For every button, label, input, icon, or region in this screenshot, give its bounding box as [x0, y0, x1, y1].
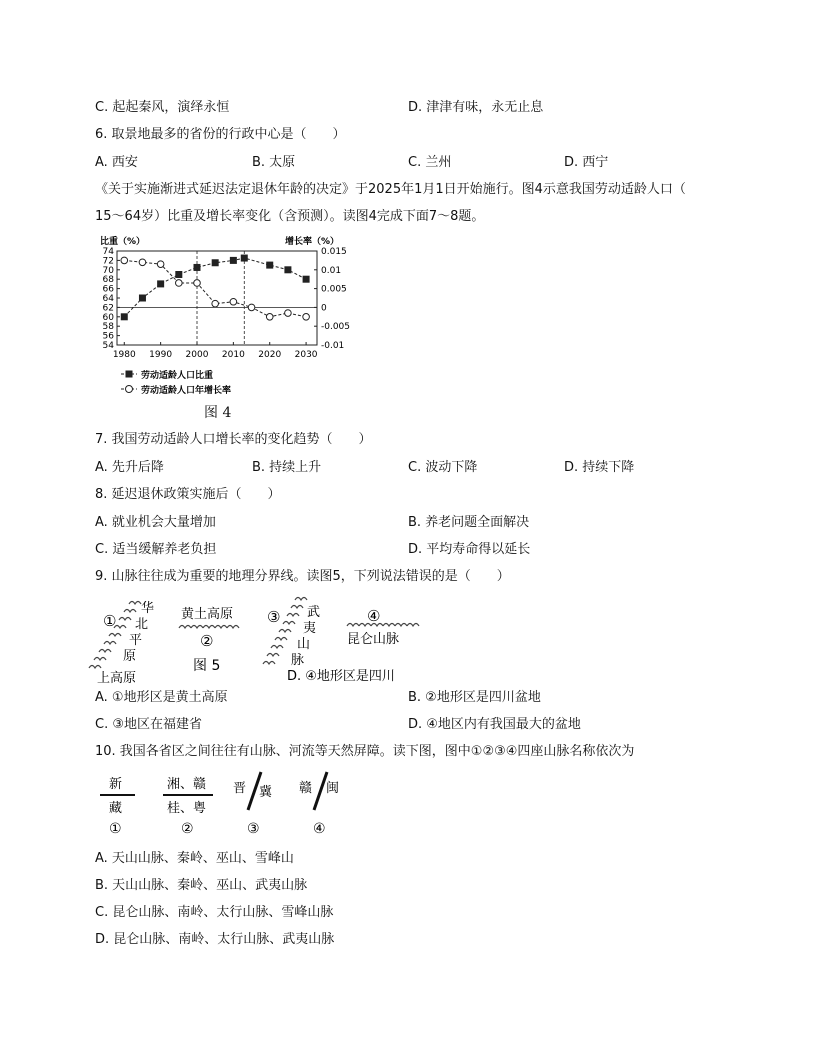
- y-right-label: 增长率（%）: [285, 237, 340, 247]
- figure-5: [95, 590, 425, 686]
- q7-option-c: C. 波动下降: [408, 460, 478, 475]
- series-1-point: [157, 280, 164, 287]
- legend-circle-marker: [126, 386, 133, 393]
- y-right-tick-label: 0.015: [321, 247, 347, 257]
- fig5-vlabel-1-2: 平: [129, 633, 143, 648]
- q7-option-a: A. 先升后降: [95, 460, 164, 475]
- fig5-caption: 图 5: [193, 658, 221, 674]
- q10-option-d: D. 昆仑山脉、南岭、太行山脉、武夷山脉: [95, 932, 335, 947]
- q10-g4-num: ④: [313, 821, 326, 837]
- mountain-hatch: [267, 654, 279, 657]
- y-left-tick-label: 64: [102, 294, 114, 304]
- q10-g1-bottom: 藏: [109, 801, 123, 816]
- fig5-vlabel-3-3: 脉: [291, 653, 305, 668]
- x-tick-label: 1990: [149, 350, 173, 360]
- q7-stem: 7. 我国劳动适龄人口增长率的变化趋势（ ）: [95, 432, 372, 447]
- y-left-label: 比重（%）: [100, 237, 146, 247]
- mountain-hatch: [271, 646, 283, 649]
- series-1-point: [266, 262, 273, 269]
- mountain-hatch: [395, 624, 407, 627]
- series-1-point: [230, 257, 237, 264]
- q8-stem: 8. 延迟退休政策实施后（ ）: [95, 487, 281, 502]
- q10-option-c: C. 昆仑山脉、南岭、太行山脉、雪峰山脉: [95, 905, 334, 920]
- q10-g1-num: ①: [109, 821, 122, 837]
- series-2-point: [139, 259, 146, 266]
- mountain-hatch: [347, 624, 359, 627]
- y-right-tick-label: 0.005: [321, 284, 347, 295]
- q6-option-c: C. 兰州: [408, 155, 452, 170]
- mountain-hatch: [191, 626, 203, 629]
- series-1-point: [139, 295, 146, 302]
- q10-option-b: B. 天山山脉、秦岭、巫山、武夷山脉: [95, 878, 308, 893]
- series-2-point: [230, 298, 237, 305]
- mountain-hatch: [263, 662, 275, 665]
- q8-option-d: D. 平均寿命得以延长: [408, 542, 531, 557]
- q6-option-d: D. 西宁: [564, 155, 609, 170]
- y-right-tick-label: 0: [321, 303, 327, 314]
- q10-g1-top: 新: [109, 777, 123, 792]
- x-tick-label: 2000: [185, 350, 209, 360]
- mountain-hatch: [287, 614, 299, 617]
- fig5-cut-text-mid: D. ④地形区是四川: [287, 669, 395, 684]
- y-left-tick-label: 66: [102, 284, 114, 295]
- mountain-hatch: [283, 622, 295, 625]
- intro-line-1: 《关于实施渐进式延迟法定退休年龄的决定》于2025年1月1日开始施行。图4示意我国劳动适龄人口（: [95, 182, 686, 197]
- fig5-label-4-text: 昆仑山脉: [347, 632, 400, 647]
- legend-series-2: 劳动适龄人口年增长率: [141, 386, 232, 396]
- legend-series-1: 劳动适龄人口比重: [141, 371, 214, 381]
- mountain-hatch: [109, 634, 121, 637]
- mountain-hatch: [89, 666, 101, 669]
- y-left-tick-label: 72: [102, 256, 114, 267]
- q10-g3-left: 晋: [233, 781, 247, 796]
- q9-stem: 9. 山脉往往成为重要的地理分界线。读图5，下列说法错误的是（ ）: [95, 569, 510, 584]
- x-tick-label: 2010: [221, 350, 245, 360]
- series-2-point: [285, 310, 292, 317]
- fig5-label-4: ④: [367, 607, 381, 625]
- series-1-point: [241, 255, 248, 262]
- y-left-tick-label: 60: [102, 312, 114, 323]
- q10-g4-right: 闽: [326, 781, 340, 796]
- q10-g2-num: ②: [181, 821, 194, 837]
- series-1-point: [303, 276, 310, 283]
- fig5-vlabel-3-2: 山: [297, 637, 311, 652]
- mountain-hatch: [275, 638, 287, 641]
- y-left-tick-label: 68: [102, 275, 114, 286]
- q6-option-b: B. 太原: [252, 155, 296, 170]
- q10-g3-num: ③: [247, 821, 260, 837]
- q6-option-a: A. 西安: [95, 155, 138, 170]
- q5-option-c: C. 起起秦风，演绎永恒: [95, 100, 230, 115]
- fig5-cut-text-left: 上高原: [97, 671, 137, 686]
- y-left-tick-label: 54: [102, 341, 114, 351]
- q9-option-d: D. ④地区内有我国最大的盆地: [408, 717, 581, 732]
- mountain-hatch: [119, 618, 131, 621]
- series-2-point: [176, 280, 183, 287]
- q8-option-a: A. 就业机会大量增加: [95, 515, 216, 530]
- fig5-vlabel-3-0: 武: [307, 605, 321, 620]
- series-2-point: [248, 304, 255, 311]
- series-2-point: [303, 314, 310, 321]
- series-1-point: [284, 266, 291, 273]
- q6-stem: 6. 取景地最多的省份的行政中心是（ ）: [95, 127, 346, 142]
- q8-option-c: C. 适当缓解养老负担: [95, 542, 217, 557]
- x-tick-label: 2030: [294, 350, 318, 360]
- x-tick-label: 2020: [258, 350, 282, 360]
- q9-option-a: A. ①地形区是黄土高原: [95, 690, 228, 705]
- series-2-point: [266, 314, 273, 321]
- q10-g2-bottom: 桂、粤: [167, 801, 207, 816]
- legend-square-marker: [126, 371, 133, 378]
- series-1-point: [121, 313, 128, 320]
- fig5-label-2: ②: [200, 632, 214, 650]
- series-1-point: [212, 259, 219, 266]
- fig5-label-2-top: 黄土高原: [181, 607, 234, 622]
- y-right-tick-label: -0.01: [321, 341, 345, 351]
- series-line-1: [124, 258, 306, 317]
- q9-option-c: C. ③地区在福建省: [95, 717, 202, 732]
- q10-g2-top: 湘、赣: [167, 777, 207, 792]
- mountain-hatch: [104, 642, 116, 645]
- fig5-vlabel-1-0: 华: [141, 601, 155, 616]
- x-tick-label: 1980: [112, 350, 136, 360]
- mountain-hatch: [129, 602, 141, 605]
- y-left-tick-label: 74: [102, 247, 114, 257]
- fig5-label-3: ③: [267, 608, 281, 626]
- series-2-point: [194, 280, 201, 287]
- mountain-hatch: [215, 626, 227, 629]
- series-2-point: [212, 300, 219, 307]
- mountain-hatch: [94, 658, 106, 661]
- q10-g4-left: 赣: [299, 781, 313, 796]
- y-left-tick-label: 58: [102, 322, 114, 333]
- fig5-vlabel-1-3: 原: [123, 649, 137, 664]
- mountain-hatch: [383, 624, 395, 627]
- q7-option-b: B. 持续上升: [252, 460, 322, 475]
- fig5-vlabel-3-1: 夷: [303, 621, 317, 636]
- mountain-hatch: [227, 626, 239, 629]
- series-2-point: [121, 257, 128, 264]
- figure-q10: [95, 770, 355, 840]
- mountain-hatch: [99, 650, 111, 653]
- q7-option-d: D. 持续下降: [564, 460, 635, 475]
- mountain-hatch: [407, 624, 419, 627]
- y-left-tick-label: 56: [102, 331, 114, 342]
- mountain-hatch: [295, 598, 307, 601]
- mountain-hatch: [203, 626, 215, 629]
- q10-option-a: A. 天山山脉、秦岭、巫山、雪峰山: [95, 851, 294, 866]
- q9-option-b: B. ②地形区是四川盆地: [408, 690, 541, 705]
- y-left-tick-label: 70: [102, 265, 114, 276]
- mountain-hatch: [124, 610, 136, 613]
- intro-line-2: 15～64岁）比重及增长率变化（含预测）。读图4完成下面7～8题。: [95, 209, 485, 224]
- mountain-hatch: [279, 630, 291, 633]
- fig5-vlabel-1-1: 北: [135, 617, 149, 632]
- figure-4-caption: 图 4: [204, 405, 232, 421]
- y-right-tick-label: -0.005: [321, 322, 351, 333]
- q10-stem: 10. 我国各省区之间往往有山脉、河流等天然屏障。读下图，图中①②③④四座山脉名称依次为: [95, 744, 635, 759]
- q8-option-b: B. 养老问题全面解决: [408, 515, 530, 530]
- series-2-point: [157, 261, 164, 268]
- y-right-tick-label: 0.01: [321, 265, 342, 276]
- series-1-point: [175, 271, 182, 278]
- series-1-point: [194, 264, 201, 271]
- mountain-hatch: [179, 626, 191, 629]
- fig5-label-1: ①: [103, 612, 117, 630]
- y-left-tick-label: 62: [102, 303, 114, 314]
- q5-option-d: D. 津津有味，永无止息: [408, 100, 544, 115]
- q10-g3-right: 冀: [259, 785, 273, 800]
- series-line-2: [124, 260, 306, 316]
- mountain-hatch: [291, 606, 303, 609]
